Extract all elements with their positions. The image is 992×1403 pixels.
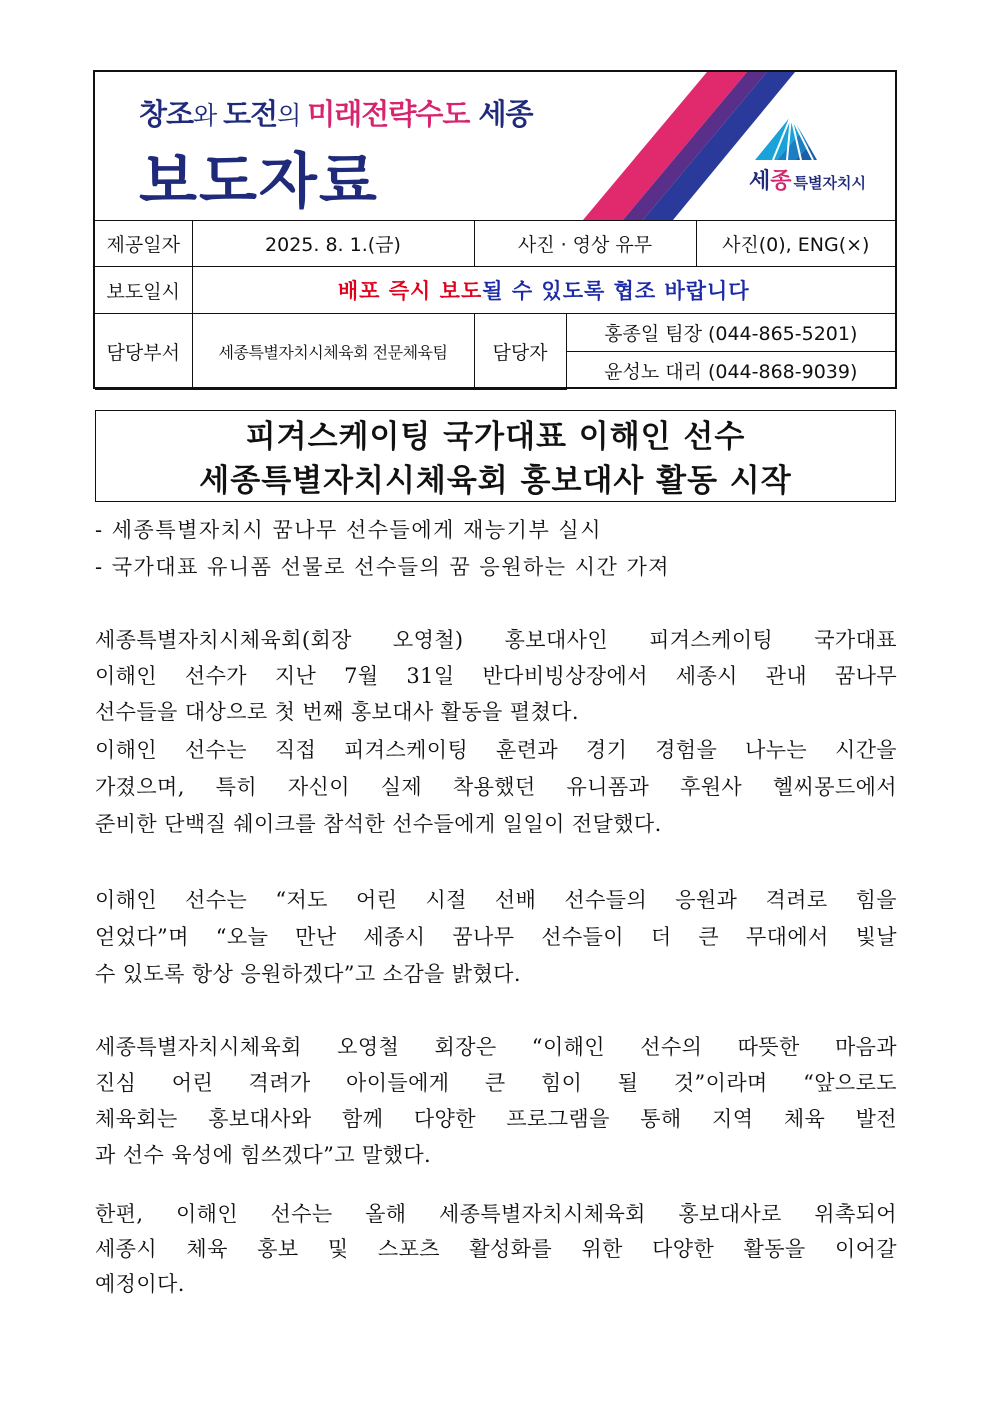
subheading: - 세종특별자치시 꿈나무 선수들에게 재능기부 실시	[95, 518, 602, 542]
media-value: 사진(0), ENG(×)	[696, 221, 895, 267]
info-table	[95, 220, 895, 390]
logo-wordmark	[749, 164, 866, 195]
dept-label: 담당부서	[95, 314, 192, 390]
report-title: 보도자료	[139, 147, 379, 217]
slogan-part: 의	[277, 101, 308, 130]
body-line: 예정이다.	[95, 1272, 185, 1296]
contact-2: 윤성노 대리 (044-868-9039)	[566, 352, 895, 390]
body-line: 세종특별자치시체육회 오영철 회장은 “이해인 선수의 따뜻한 마음과	[95, 1035, 897, 1059]
body-line: 진심 어린 격려가 아이들에게 큰 힘이 될 것”이라며 “앞으로도	[95, 1071, 897, 1095]
logo-subtitle: 특별자치시	[793, 174, 866, 192]
body-line: 체육회는 홍보대사와 함께 다양한 프로그램을 통해 지역 체육 발전	[95, 1107, 897, 1131]
press-release-header	[93, 70, 897, 389]
body-paragraph-2	[95, 732, 897, 843]
body-paragraph-3	[95, 882, 897, 993]
body-line: 가졌으며, 특히 자신이 실제 착용했던 유니폼과 후원사 헬씨몽드에서	[95, 775, 897, 799]
body-line: 이해인 선수는 “저도 어린 시절 선배 선수들의 응원과 격려로 힘을	[95, 888, 897, 912]
release-note	[192, 267, 895, 314]
release-note-blue: 될 수 있도록 협조 바랍니다	[482, 279, 750, 303]
provide-date: 2025. 8. 1.(금)	[192, 221, 474, 267]
body-line: 세종시 체육 홍보 및 스포츠 활성화를 위한 다양한 활동을 이어갈	[95, 1237, 897, 1261]
table-row	[95, 221, 895, 267]
contact-label: 담당자	[474, 314, 566, 390]
body-line: 이해인 선수가 지난 7월 31일 반다비빙상장에서 세종시 관내 꿈나무	[95, 664, 897, 688]
headline-line-2: 세종특별자치시체육회 홍보대사 활동 시작	[199, 463, 792, 499]
release-note-red: 배포 즉시 보도	[337, 279, 483, 303]
slogan-part: 도전	[223, 97, 278, 131]
dept-value: 세종특별자치시체육회 전문체육팀	[192, 314, 474, 390]
body-paragraph-4	[95, 1029, 897, 1173]
slogan-part: 창조	[139, 97, 194, 131]
slogan	[139, 92, 533, 133]
banner	[95, 72, 895, 220]
table-row	[95, 314, 895, 352]
slogan-part: 와	[193, 101, 224, 130]
subheading: - 국가대표 유니폼 선물로 선수들의 꿈 응원하는 시간 가져	[95, 555, 671, 579]
body-line: 과 선수 육성에 힘쓰겠다”고 말했다.	[95, 1143, 432, 1167]
table-row	[95, 267, 895, 314]
provide-date-label: 제공일자	[95, 221, 192, 267]
logo-name: 세	[749, 169, 771, 194]
body-paragraph-5	[95, 1197, 897, 1302]
release-label: 보도일시	[95, 267, 192, 314]
logo-name: 종	[770, 169, 792, 194]
headline-line-1: 피겨스케이팅 국가대표 이해인 선수	[245, 419, 746, 455]
headline	[95, 410, 896, 502]
slogan-part: 미래전략수도	[307, 97, 470, 131]
body-line: 한편, 이해인 선수는 올해 세종특별자치시체육회 홍보대사로 위촉되어	[95, 1202, 897, 1226]
body-paragraph-1	[95, 622, 897, 730]
media-label: 사진 · 영상 유무	[474, 221, 696, 267]
body-line: 수 있도록 항상 응원하겠다”고 소감을 밝혔다.	[95, 962, 521, 986]
body-line: 얻었다”며 “오늘 만난 세종시 꿈나무 선수들이 더 큰 무대에서 빛날	[95, 925, 897, 949]
sejong-logo-icon	[743, 112, 833, 162]
contact-1: 홍종일 팀장 (044-865-5201)	[566, 314, 895, 352]
body-line: 이해인 선수는 직접 피겨스케이팅 훈련과 경기 경험을 나누는 시간을	[95, 738, 897, 762]
body-line: 선수들을 대상으로 첫 번째 홍보대사 활동을 펼쳤다.	[95, 700, 579, 724]
body-line: 세종특별자치시체육회(회장 오영철) 홍보대사인 피겨스케이팅 국가대표	[95, 628, 897, 652]
slogan-part: 세종	[469, 97, 533, 131]
body-line: 준비한 단백질 쉐이크를 참석한 선수들에게 일일이 전달했다.	[95, 812, 662, 836]
